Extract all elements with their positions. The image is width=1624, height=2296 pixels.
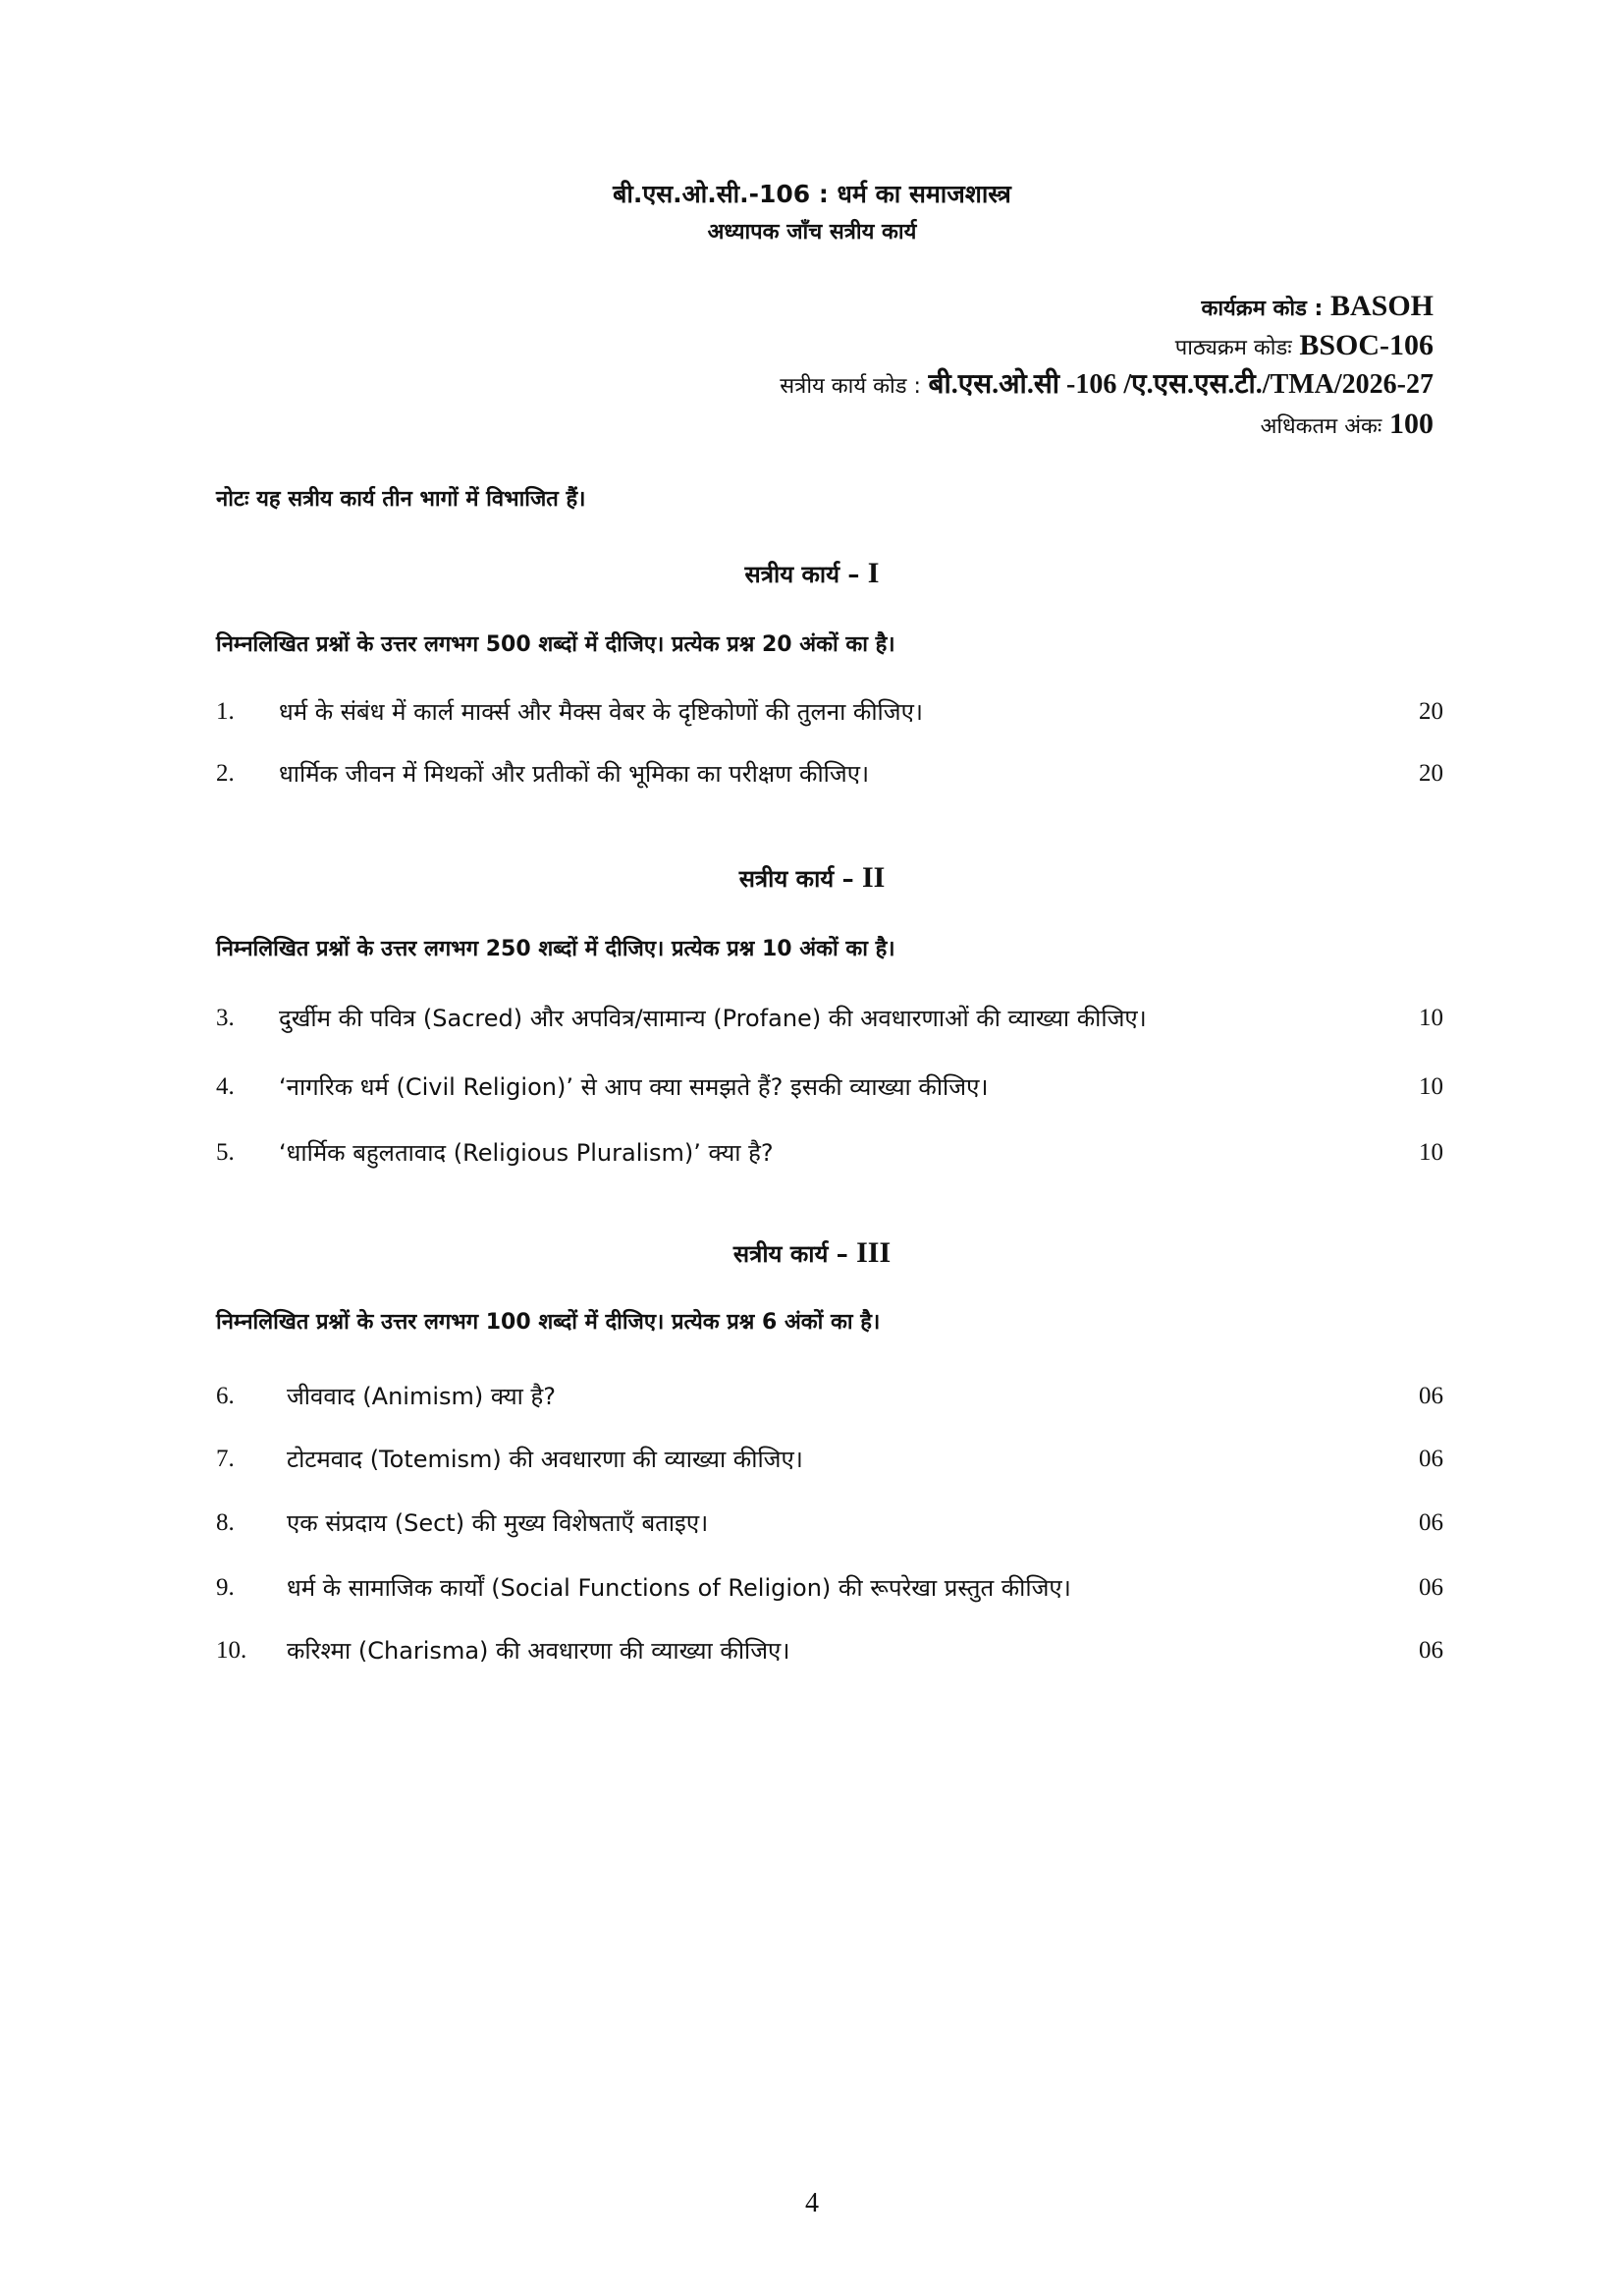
course-code — [1175, 328, 1434, 366]
question-9 — [216, 1568, 1443, 1608]
section-heading-roman: II — [861, 861, 886, 894]
question-number: 10. — [216, 1637, 247, 1664]
question-6 — [216, 1377, 1443, 1416]
section-instruction-2: निम्नलिखित प्रश्नों के उत्तर लगभग 250 शब्दों में दीजिए। प्रत्येक प्रश्न 10 अंकों का है। — [216, 937, 895, 961]
question-number: 1. — [216, 698, 235, 725]
question-text: धर्म के संबंध में कार्ल मार्क्स और मैक्स वेबर के दृष्टिकोणों की तुलना कीजिए। — [279, 698, 923, 726]
question-number: 7. — [216, 1446, 235, 1472]
question-marks: 10 — [1419, 1139, 1443, 1166]
document-subtitle: अध्यापक जाँच सत्रीय कार्य — [707, 220, 917, 245]
question-3 — [216, 999, 1443, 1038]
question-marks: 06 — [1419, 1637, 1443, 1664]
section-heading-label: सत्रीय कार्य – — [732, 1240, 848, 1268]
max-marks — [1261, 407, 1434, 445]
section-heading-3 — [0, 1235, 1624, 1272]
question-text: करिश्मा (Charisma) की अवधारणा की व्याख्या कीजिए। — [287, 1637, 790, 1665]
section-instruction-3: निम्नलिखित प्रश्नों के उत्तर लगभग 100 शब्दों में दीजिए। प्रत्येक प्रश्न 6 अंकों का है। — [216, 1310, 881, 1335]
question-number: 2. — [216, 760, 235, 787]
course-code-value: BSOC-106 — [1299, 329, 1434, 361]
question-marks: 06 — [1419, 1446, 1443, 1472]
question-1 — [216, 692, 1443, 732]
section-heading-roman: I — [867, 557, 880, 589]
question-text: ‘धार्मिक बहुलतावाद (Religious Pluralism)’ क्या है? — [279, 1139, 774, 1167]
question-7 — [216, 1440, 1443, 1479]
question-marks: 06 — [1419, 1383, 1443, 1409]
question-10 — [216, 1631, 1443, 1670]
section-heading-label: सत्रीय कार्य – — [738, 865, 854, 893]
assignment-code-value: बी.एस.ओ.सी -106 /ए.एस.एस.टी./TMA/2026-27 — [928, 369, 1434, 400]
question-text: दुर्खीम की पवित्र (Sacred) और अपवित्र/सामान्य (Profane) की अवधारणाओं की व्याख्या कीजिए। — [279, 1005, 1147, 1032]
note-text: नोटः यह सत्रीय कार्य तीन भागों में विभाजित हैं। — [216, 487, 586, 512]
question-number: 4. — [216, 1073, 235, 1100]
section-heading-2 — [0, 860, 1624, 897]
programme-code-label: कार्यक्रम कोड : — [1201, 297, 1324, 321]
question-number: 5. — [216, 1139, 235, 1166]
document-title: बी.एस.ओ.सी.-106 : धर्म का समाजशास्त्र — [613, 180, 1011, 208]
section-heading-roman: III — [856, 1236, 892, 1269]
assignment-code — [780, 367, 1434, 405]
question-text: टोटमवाद (Totemism) की अवधारणा की व्याख्या कीजिए। — [287, 1446, 803, 1473]
question-2 — [216, 754, 1443, 793]
question-text: जीववाद (Animism) क्या है? — [287, 1383, 556, 1410]
section-heading-label: सत्रीय कार्य – — [744, 561, 860, 588]
question-marks: 20 — [1419, 698, 1443, 725]
section-instruction-1: निम्नलिखित प्रश्नों के उत्तर लगभग 500 शब्दों में दीजिए। प्रत्येक प्रश्न 20 अंकों का है। — [216, 632, 895, 657]
question-8 — [216, 1503, 1443, 1543]
question-number: 6. — [216, 1383, 235, 1409]
question-5 — [216, 1133, 1443, 1173]
page-number: 4 — [805, 2188, 819, 2218]
question-marks: 10 — [1419, 1073, 1443, 1100]
question-text: ‘नागरिक धर्म (Civil Religion)’ से आप क्या समझते हैं? इसकी व्याख्या कीजिए। — [279, 1073, 989, 1101]
question-text: धर्म के सामाजिक कार्यों (Social Functions of Religion) की रूपरेखा प्रस्तुत कीजिए। — [287, 1574, 1071, 1602]
course-code-label: पाठ्यक्रम कोडः — [1174, 336, 1292, 360]
question-marks: 20 — [1419, 760, 1443, 787]
question-marks: 10 — [1419, 1005, 1443, 1031]
programme-code — [1201, 289, 1434, 327]
max-marks-value: 100 — [1389, 408, 1434, 440]
question-text: एक संप्रदाय (Sect) की मुख्य विशेषताएँ बताइए। — [287, 1509, 709, 1537]
assignment-code-label: सत्रीय कार्य कोड : — [780, 374, 921, 399]
question-number: 3. — [216, 1005, 235, 1031]
section-heading-1 — [0, 556, 1624, 592]
programme-code-value: BASOH — [1329, 290, 1434, 322]
question-marks: 06 — [1419, 1509, 1443, 1536]
question-text: धार्मिक जीवन में मिथकों और प्रतीकों की भूमिका का परीक्षण कीजिए। — [279, 760, 870, 788]
question-4 — [216, 1067, 1443, 1107]
question-number: 8. — [216, 1509, 235, 1536]
question-marks: 06 — [1419, 1574, 1443, 1601]
question-number: 9. — [216, 1574, 235, 1601]
max-marks-label: अधिकतम अंकः — [1260, 414, 1382, 439]
